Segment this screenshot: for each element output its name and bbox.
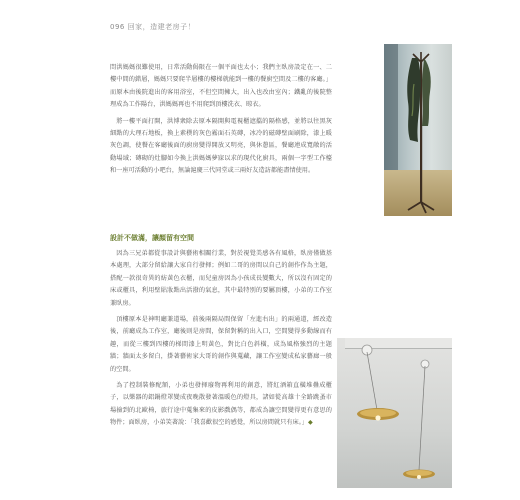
paragraph: 頂樓原本是神明廳兼道場，前後兩隔局間保留「左進右出」的兩通道，經改造後，前廳成為工作室，廳後則是房間，保留對稱的出入口，空間變得多動線而有趣，而從三樓到四樓的梯間漆上明黃色，對比白色斜橫，成為風格強烈的主題牆；牆面太多留白，掛著藝術家大哥的創作與蒐藏，讓工作室變成私家藝廊一般的空間。 [110,316,332,373]
paragraph-text: 為了控制裝修配額，小弟也發揮廢物再利用的創意，將紅酒箱直橫堆疊成櫃子，以樂器的鋁鍋燈罩變成夜晚散發著溫暖色的燈具，諸如從高雄十全路跳蚤市場撿到的北歐椅，旅行途中蒐集來的皮影戲偶等，都成為讓空間變得更有意思的物件；面臥房，小弟笑著說：「我喜歡很空的感覺，所以房間就只有床。」 [110,382,332,427]
section-heading: 設計不做滿，讓顏留有空間 [110,234,194,242]
paragraph: 因為三兄弟都從事設計與藝術相關行業，對於視覺美感各有風格，臥房僅做基本處理，大部分留給讓大家自行發揮；例如二哥的房間以自己的創作作為主題，搭配一款很奇異的紡黃色衣櫃，而兒童房因為小孩成長變數大，所以沒有固定的床或櫃具，利用壁貼妝點出活潑的氣息，其中最特別的要屬頂樓，小弟的工作室兼臥房。 [110,250,332,307]
rack-base [408,202,434,213]
hanging-coat [422,58,431,126]
lamp-bulb-left [375,415,380,420]
coat-rack-illustration [384,44,452,216]
paragraph: 將一樓平面打開，洪博衆除去原本隔開與電視櫃遮擋的隔格感，並將以往黑灰細點的大理石地板，換上素樸的灰色霧面石英磚，冰冷的磁磚壁面刷除，漆上暖灰色調，使餐在客廳後面的廚房變得開放又明亮，與休憩區，餐廳連成寬敞的活動場域；磚砌的灶腳如今換上洪媽媽夢寐以求的現代化廚具，兩個一字型工作檯和一座可活動的小吧台，無論滬慶三代同堂或三兩好友造訪都能盡情使用。 [110,117,332,175]
paragraph [110,380,332,430]
body-text-top [110,62,332,182]
hanging-jacket [407,58,421,142]
paragraph: 問洪媽媽很難使用，日常活動侷限在一個平面也太小；我們主臥房設定在一、二樓中間的錯層，媽媽只要爬半層樓的樓梯就能到一樓的餐廚空間及二樓的客廳。」而原本由後院進出的客用浴室，不但空間擁大，出入也改由室內；鐵亂的後院整理成為工作陽台，洪媽媽再也不用爬到頂樓洗衣、晾衣。 [110,64,332,109]
end-mark: ◆ [308,419,313,427]
running-head: 096 回家，造建老房子！ [110,23,196,31]
body-text-bottom [110,248,332,434]
lamp-bulb-right [417,475,421,479]
lamp-cord-right [419,366,425,470]
pendant-lamp-photo [337,338,452,488]
pendant-lamps-illustration [337,338,452,488]
lamp-cord-left [367,352,377,410]
coat-rack-photo [384,44,452,216]
